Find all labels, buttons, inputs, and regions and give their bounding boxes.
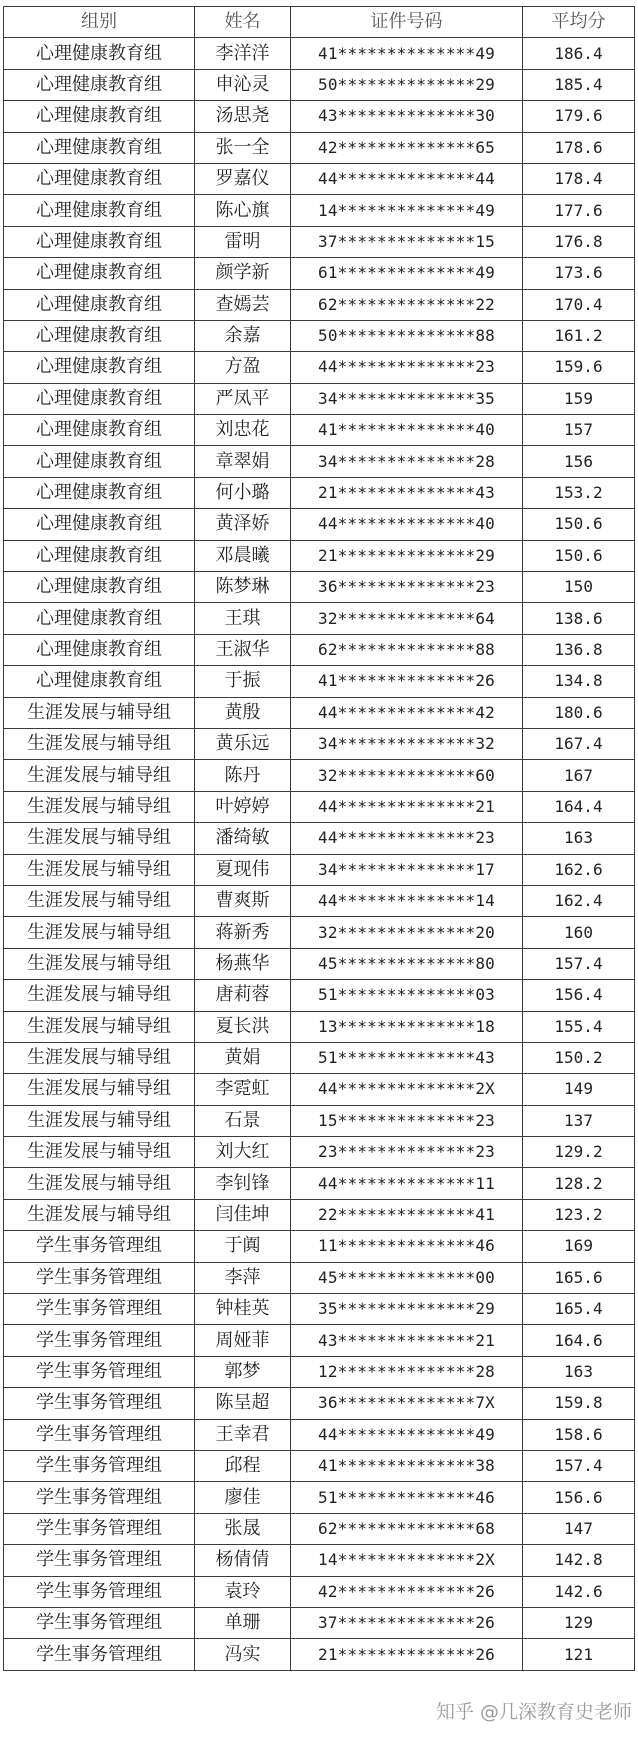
cell-id-number: 41**************38 [291, 1450, 523, 1481]
table-row [4, 1011, 635, 1042]
table-row [4, 948, 635, 979]
cell-name: 李钊锋 [195, 1168, 291, 1199]
cell-id-number: 32**************60 [291, 760, 523, 791]
cell-name: 杨倩倩 [195, 1545, 291, 1576]
cell-average-score: 180.6 [523, 697, 635, 728]
cell-name: 李洋洋 [195, 38, 291, 69]
cell-group: 心理健康教育组 [4, 666, 195, 697]
cell-group: 学生事务管理组 [4, 1450, 195, 1481]
table-row [4, 1325, 635, 1356]
cell-name: 黄娟 [195, 1042, 291, 1073]
cell-average-score: 163 [523, 823, 635, 854]
cell-average-score: 134.8 [523, 666, 635, 697]
cell-id-number: 13**************18 [291, 1011, 523, 1042]
cell-average-score: 129.2 [523, 1137, 635, 1168]
cell-id-number: 42**************26 [291, 1576, 523, 1607]
cell-id-number: 11**************46 [291, 1231, 523, 1262]
cell-average-score: 170.4 [523, 289, 635, 320]
table-row [4, 1545, 635, 1576]
cell-name: 曹爽斯 [195, 885, 291, 916]
cell-id-number: 44**************40 [291, 509, 523, 540]
cell-average-score: 169 [523, 1231, 635, 1262]
cell-id-number: 62**************68 [291, 1513, 523, 1544]
cell-group: 心理健康教育组 [4, 163, 195, 194]
cell-name: 方盈 [195, 352, 291, 383]
header-group: 组别 [4, 7, 195, 38]
table-row [4, 1105, 635, 1136]
cell-average-score: 160 [523, 917, 635, 948]
score-table [3, 6, 635, 1671]
cell-id-number: 44**************23 [291, 352, 523, 383]
cell-id-number: 43**************21 [291, 1325, 523, 1356]
cell-name: 雷明 [195, 226, 291, 257]
cell-group: 学生事务管理组 [4, 1294, 195, 1325]
cell-group: 生涯发展与辅导组 [4, 1199, 195, 1230]
cell-average-score: 157.4 [523, 948, 635, 979]
cell-group: 心理健康教育组 [4, 38, 195, 69]
cell-name: 夏长洪 [195, 1011, 291, 1042]
cell-group: 学生事务管理组 [4, 1513, 195, 1544]
cell-group: 学生事务管理组 [4, 1325, 195, 1356]
cell-name: 刘大红 [195, 1137, 291, 1168]
cell-average-score: 158.6 [523, 1419, 635, 1450]
cell-id-number: 37**************15 [291, 226, 523, 257]
cell-group: 心理健康教育组 [4, 69, 195, 100]
cell-id-number: 41**************49 [291, 38, 523, 69]
cell-id-number: 34**************17 [291, 854, 523, 885]
cell-name: 石景 [195, 1105, 291, 1136]
cell-group: 生涯发展与辅导组 [4, 1105, 195, 1136]
cell-average-score: 157.4 [523, 1450, 635, 1481]
cell-id-number: 14**************49 [291, 195, 523, 226]
cell-group: 学生事务管理组 [4, 1639, 195, 1670]
cell-average-score: 121 [523, 1639, 635, 1670]
cell-id-number: 21**************43 [291, 477, 523, 508]
cell-id-number: 34**************35 [291, 383, 523, 414]
cell-average-score: 156.6 [523, 1482, 635, 1513]
cell-id-number: 34**************28 [291, 446, 523, 477]
cell-id-number: 61**************49 [291, 258, 523, 289]
cell-average-score: 150.6 [523, 509, 635, 540]
cell-name: 潘绮敏 [195, 823, 291, 854]
table-row [4, 1576, 635, 1607]
cell-name: 单珊 [195, 1607, 291, 1638]
table-row [4, 1639, 635, 1670]
cell-name: 罗嘉仪 [195, 163, 291, 194]
score-table-container [3, 6, 634, 1671]
cell-id-number: 62**************88 [291, 634, 523, 665]
cell-average-score: 123.2 [523, 1199, 635, 1230]
cell-group: 生涯发展与辅导组 [4, 1137, 195, 1168]
table-row [4, 289, 635, 320]
cell-average-score: 137 [523, 1105, 635, 1136]
cell-group: 生涯发展与辅导组 [4, 854, 195, 885]
cell-average-score: 167 [523, 760, 635, 791]
cell-name: 邱程 [195, 1450, 291, 1481]
cell-average-score: 147 [523, 1513, 635, 1544]
cell-name: 于振 [195, 666, 291, 697]
cell-id-number: 44**************42 [291, 697, 523, 728]
table-row [4, 226, 635, 257]
table-row [4, 603, 635, 634]
table-row [4, 195, 635, 226]
table-row [4, 1388, 635, 1419]
table-row [4, 980, 635, 1011]
table-row [4, 1074, 635, 1105]
cell-name: 张晟 [195, 1513, 291, 1544]
table-row [4, 760, 635, 791]
table-row [4, 634, 635, 665]
table-row [4, 917, 635, 948]
cell-id-number: 12**************28 [291, 1356, 523, 1387]
cell-average-score: 150 [523, 572, 635, 603]
cell-id-number: 42**************65 [291, 132, 523, 163]
table-row [4, 728, 635, 759]
cell-group: 学生事务管理组 [4, 1419, 195, 1450]
cell-name: 钟桂英 [195, 1294, 291, 1325]
cell-id-number: 34**************32 [291, 728, 523, 759]
cell-group: 学生事务管理组 [4, 1388, 195, 1419]
cell-average-score: 167.4 [523, 728, 635, 759]
cell-name: 李萍 [195, 1262, 291, 1293]
cell-name: 章翠娟 [195, 446, 291, 477]
table-row [4, 477, 635, 508]
cell-average-score: 165.6 [523, 1262, 635, 1293]
cell-id-number: 51**************46 [291, 1482, 523, 1513]
cell-group: 学生事务管理组 [4, 1576, 195, 1607]
cell-average-score: 159 [523, 383, 635, 414]
cell-group: 心理健康教育组 [4, 634, 195, 665]
cell-group: 生涯发展与辅导组 [4, 760, 195, 791]
cell-average-score: 159.8 [523, 1388, 635, 1419]
table-row [4, 1231, 635, 1262]
cell-name: 陈心旗 [195, 195, 291, 226]
cell-average-score: 162.4 [523, 885, 635, 916]
cell-id-number: 35**************29 [291, 1294, 523, 1325]
cell-id-number: 37**************26 [291, 1607, 523, 1638]
cell-group: 学生事务管理组 [4, 1482, 195, 1513]
cell-average-score: 149 [523, 1074, 635, 1105]
cell-group: 生涯发展与辅导组 [4, 948, 195, 979]
cell-name: 杨燕华 [195, 948, 291, 979]
cell-average-score: 176.8 [523, 226, 635, 257]
cell-name: 郭梦 [195, 1356, 291, 1387]
table-row [4, 258, 635, 289]
cell-average-score: 136.8 [523, 634, 635, 665]
cell-name: 黄泽娇 [195, 509, 291, 540]
cell-id-number: 45**************80 [291, 948, 523, 979]
cell-id-number: 32**************20 [291, 917, 523, 948]
cell-name: 查嫣芸 [195, 289, 291, 320]
cell-group: 生涯发展与辅导组 [4, 823, 195, 854]
cell-id-number: 36**************23 [291, 572, 523, 603]
cell-average-score: 153.2 [523, 477, 635, 508]
table-row [4, 101, 635, 132]
cell-id-number: 14**************2X [291, 1545, 523, 1576]
cell-group: 学生事务管理组 [4, 1607, 195, 1638]
cell-average-score: 156 [523, 446, 635, 477]
cell-id-number: 21**************26 [291, 1639, 523, 1670]
header-row [4, 7, 635, 38]
cell-id-number: 32**************64 [291, 603, 523, 634]
table-row [4, 540, 635, 571]
header-average-score: 平均分 [523, 7, 635, 38]
table-row [4, 885, 635, 916]
cell-name: 李霓虹 [195, 1074, 291, 1105]
cell-group: 心理健康教育组 [4, 540, 195, 571]
cell-group: 心理健康教育组 [4, 477, 195, 508]
table-row [4, 1199, 635, 1230]
cell-id-number: 41**************40 [291, 415, 523, 446]
table-row [4, 1482, 635, 1513]
table-row [4, 69, 635, 100]
cell-name: 刘忠花 [195, 415, 291, 446]
cell-name: 唐莉蓉 [195, 980, 291, 1011]
cell-group: 生涯发展与辅导组 [4, 1168, 195, 1199]
cell-id-number: 44**************2X [291, 1074, 523, 1105]
cell-average-score: 128.2 [523, 1168, 635, 1199]
cell-id-number: 21**************29 [291, 540, 523, 571]
cell-name: 何小璐 [195, 477, 291, 508]
cell-id-number: 23**************23 [291, 1137, 523, 1168]
cell-average-score: 177.6 [523, 195, 635, 226]
table-row [4, 697, 635, 728]
table-row [4, 509, 635, 540]
watermark-text: 知乎 @几深教育史老师 [435, 1701, 632, 1723]
cell-name: 蒋新秀 [195, 917, 291, 948]
cell-group: 心理健康教育组 [4, 509, 195, 540]
cell-name: 夏现伟 [195, 854, 291, 885]
cell-group: 生涯发展与辅导组 [4, 885, 195, 916]
cell-group: 心理健康教育组 [4, 603, 195, 634]
cell-name: 廖佳 [195, 1482, 291, 1513]
table-row [4, 415, 635, 446]
table-body [4, 38, 635, 1670]
cell-name: 余嘉 [195, 320, 291, 351]
cell-group: 心理健康教育组 [4, 289, 195, 320]
cell-average-score: 186.4 [523, 38, 635, 69]
table-row [4, 791, 635, 822]
cell-group: 心理健康教育组 [4, 195, 195, 226]
table-row [4, 1607, 635, 1638]
table-row [4, 132, 635, 163]
cell-group: 生涯发展与辅导组 [4, 1011, 195, 1042]
table-row [4, 352, 635, 383]
cell-average-score: 164.4 [523, 791, 635, 822]
cell-name: 严凤平 [195, 383, 291, 414]
cell-name: 黄殷 [195, 697, 291, 728]
cell-group: 心理健康教育组 [4, 132, 195, 163]
cell-average-score: 142.8 [523, 1545, 635, 1576]
cell-group: 心理健康教育组 [4, 320, 195, 351]
cell-average-score: 165.4 [523, 1294, 635, 1325]
table-row [4, 38, 635, 69]
cell-name: 汤思尧 [195, 101, 291, 132]
cell-average-score: 150.2 [523, 1042, 635, 1073]
table-row [4, 1262, 635, 1293]
cell-group: 生涯发展与辅导组 [4, 980, 195, 1011]
cell-group: 学生事务管理组 [4, 1231, 195, 1262]
cell-id-number: 36**************7X [291, 1388, 523, 1419]
cell-name: 王幸君 [195, 1419, 291, 1450]
cell-id-number: 51**************43 [291, 1042, 523, 1073]
cell-name: 冯实 [195, 1639, 291, 1670]
cell-average-score: 178.4 [523, 163, 635, 194]
cell-group: 生涯发展与辅导组 [4, 917, 195, 948]
cell-average-score: 162.6 [523, 854, 635, 885]
cell-group: 心理健康教育组 [4, 101, 195, 132]
cell-id-number: 15**************23 [291, 1105, 523, 1136]
table-row [4, 1137, 635, 1168]
cell-average-score: 178.6 [523, 132, 635, 163]
table-row [4, 163, 635, 194]
cell-group: 心理健康教育组 [4, 572, 195, 603]
cell-name: 陈呈超 [195, 1388, 291, 1419]
table-row [4, 823, 635, 854]
cell-group: 生涯发展与辅导组 [4, 1042, 195, 1073]
cell-average-score: 157 [523, 415, 635, 446]
cell-average-score: 156.4 [523, 980, 635, 1011]
table-row [4, 320, 635, 351]
table-row [4, 1356, 635, 1387]
cell-name: 邓晨曦 [195, 540, 291, 571]
cell-group: 心理健康教育组 [4, 383, 195, 414]
cell-group: 学生事务管理组 [4, 1356, 195, 1387]
cell-average-score: 155.4 [523, 1011, 635, 1042]
table-row [4, 1419, 635, 1450]
table-row [4, 1450, 635, 1481]
cell-average-score: 173.6 [523, 258, 635, 289]
table-row [4, 572, 635, 603]
cell-group: 心理健康教育组 [4, 446, 195, 477]
cell-id-number: 50**************29 [291, 69, 523, 100]
cell-name: 颜学新 [195, 258, 291, 289]
cell-group: 生涯发展与辅导组 [4, 791, 195, 822]
table-row [4, 1294, 635, 1325]
cell-id-number: 44**************11 [291, 1168, 523, 1199]
cell-name: 闫佳坤 [195, 1199, 291, 1230]
cell-group: 心理健康教育组 [4, 258, 195, 289]
cell-group: 心理健康教育组 [4, 226, 195, 257]
header-name: 姓名 [195, 7, 291, 38]
table-row [4, 1513, 635, 1544]
cell-group: 心理健康教育组 [4, 415, 195, 446]
cell-average-score: 164.6 [523, 1325, 635, 1356]
cell-name: 黄乐远 [195, 728, 291, 759]
cell-name: 陈梦琳 [195, 572, 291, 603]
cell-group: 学生事务管理组 [4, 1545, 195, 1576]
cell-id-number: 51**************03 [291, 980, 523, 1011]
cell-id-number: 44**************44 [291, 163, 523, 194]
cell-name: 袁玲 [195, 1576, 291, 1607]
cell-group: 生涯发展与辅导组 [4, 697, 195, 728]
cell-id-number: 22**************41 [291, 1199, 523, 1230]
cell-average-score: 179.6 [523, 101, 635, 132]
cell-average-score: 142.6 [523, 1576, 635, 1607]
cell-average-score: 185.4 [523, 69, 635, 100]
cell-name: 叶婷婷 [195, 791, 291, 822]
cell-group: 生涯发展与辅导组 [4, 728, 195, 759]
cell-name: 申沁灵 [195, 69, 291, 100]
cell-id-number: 44**************23 [291, 823, 523, 854]
table-row [4, 383, 635, 414]
header-id-number: 证件号码 [291, 7, 523, 38]
cell-average-score: 159.6 [523, 352, 635, 383]
cell-group: 心理健康教育组 [4, 352, 195, 383]
cell-average-score: 163 [523, 1356, 635, 1387]
table-row [4, 854, 635, 885]
table-row [4, 666, 635, 697]
cell-group: 学生事务管理组 [4, 1262, 195, 1293]
cell-average-score: 150.6 [523, 540, 635, 571]
cell-id-number: 41**************26 [291, 666, 523, 697]
cell-name: 周娅菲 [195, 1325, 291, 1356]
table-row [4, 1168, 635, 1199]
cell-id-number: 45**************00 [291, 1262, 523, 1293]
table-row [4, 446, 635, 477]
cell-name: 于阗 [195, 1231, 291, 1262]
cell-average-score: 129 [523, 1607, 635, 1638]
cell-id-number: 43**************30 [291, 101, 523, 132]
cell-average-score: 161.2 [523, 320, 635, 351]
cell-name: 王淑华 [195, 634, 291, 665]
cell-id-number: 62**************22 [291, 289, 523, 320]
cell-group: 生涯发展与辅导组 [4, 1074, 195, 1105]
table-header [4, 7, 635, 38]
cell-name: 王琪 [195, 603, 291, 634]
cell-name: 张一全 [195, 132, 291, 163]
cell-name: 陈丹 [195, 760, 291, 791]
table-row [4, 1042, 635, 1073]
cell-id-number: 44**************21 [291, 791, 523, 822]
cell-id-number: 44**************49 [291, 1419, 523, 1450]
cell-id-number: 50**************88 [291, 320, 523, 351]
cell-average-score: 138.6 [523, 603, 635, 634]
cell-id-number: 44**************14 [291, 885, 523, 916]
